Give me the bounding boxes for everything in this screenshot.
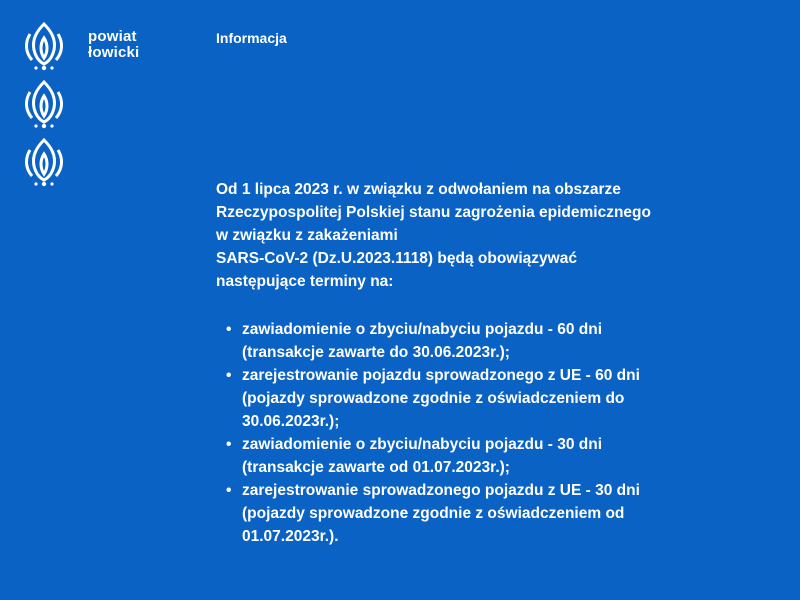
list-item-line: (pojazdy sprowadzone zgodnie z oświadczeniem od [242, 505, 625, 522]
list-item-line: (transakcje zawarte do 30.06.2023r.); [242, 344, 510, 361]
intro-line: w związku z zakażeniami [216, 227, 398, 244]
intro-paragraph [216, 178, 756, 293]
list-item-line: (pojazdy sprowadzone zgodnie z oświadczeniem do [242, 390, 625, 407]
list-item-line: • zawiadomienie o zbyciu/nabyciu pojazdu - 60 dni [242, 321, 603, 338]
section-title: Informacja [216, 30, 287, 46]
flower-emblem-icon [22, 136, 66, 188]
list-item-line: (transakcje zawarte od 01.07.2023r.); [242, 459, 510, 476]
brand-line-2: łowicki [88, 44, 140, 61]
intro-line: SARS-CoV-2 (Dz.U.2023.1118) będą obowiązywać [216, 250, 577, 267]
list-item [222, 318, 762, 364]
intro-line: Rzeczypospolitej Polskiej stanu zagrożenia epidemicznego [216, 204, 651, 221]
list-item-line: • zarejestrowanie pojazdu sprowadzonego z UE - 60 dni [242, 367, 640, 384]
list-item [222, 364, 762, 433]
list-item [222, 433, 762, 479]
brand-name [88, 29, 139, 61]
intro-line: Od 1 lipca 2023 r. w związku z odwołaniem na obszarze [216, 181, 621, 198]
flower-emblem-icon [22, 20, 66, 72]
list-item-line: • zawiadomienie o zbyciu/nabyciu pojazdu - 30 dni [242, 436, 603, 453]
deadline-list [222, 318, 762, 548]
logo [22, 20, 72, 194]
list-item-line: 30.06.2023r.); [242, 413, 340, 430]
list-item-line: 01.07.2023r.). [242, 528, 339, 545]
list-item-line: • zarejestrowanie sprowadzonego pojazdu z UE - 30 dni [242, 482, 640, 499]
brand-line-1: powiat [88, 28, 137, 45]
list-item [222, 479, 762, 548]
flower-emblem-icon [22, 78, 66, 130]
intro-line: następujące terminy na: [216, 273, 394, 290]
